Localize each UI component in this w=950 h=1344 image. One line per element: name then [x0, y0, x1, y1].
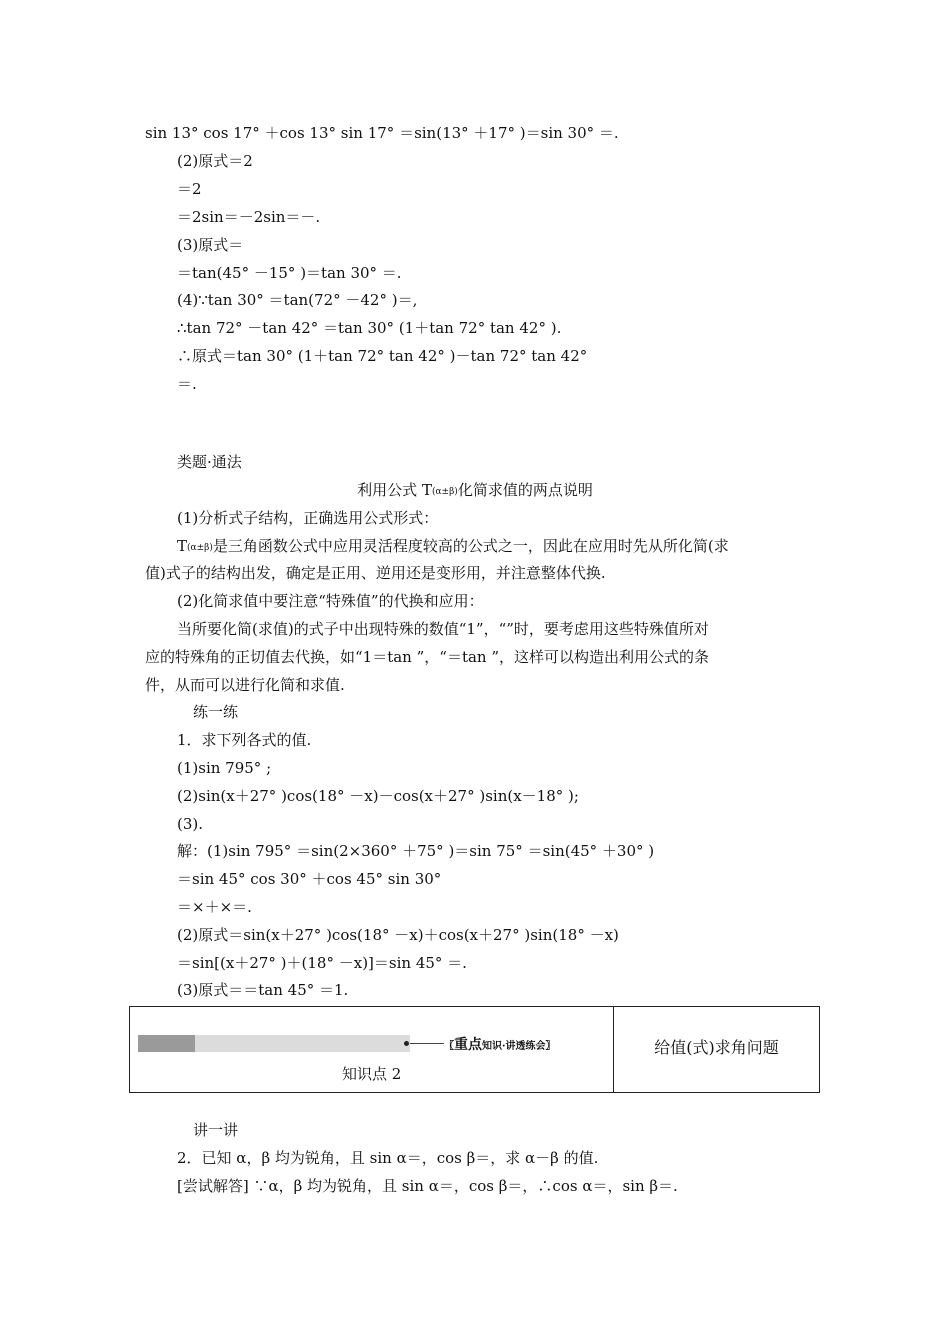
- banner-label: 〖重点知识·讲透练会〗: [444, 1037, 556, 1053]
- text-line: [尝试解答] ∵α，β 均为锐角，且 sin α＝，cos β＝，∴cos α＝，sin β＝.: [177, 1177, 678, 1195]
- paragraph-line: 应的特殊角的正切值去代换，如“1＝tan ”，“＝tan ”，这样可以构造出利用公式的条: [145, 648, 710, 666]
- point-2: (2)化简求值中要注意“特殊值”的代换和应用：: [177, 592, 484, 610]
- text-line: ∴tan 72° －tan 42° ＝tan 30° (1＋tan 72° tan 42° ).: [177, 319, 562, 337]
- section-label: 类题·通法: [177, 453, 242, 471]
- point-1: (1)分析式子结构，正确选用公式形式：: [177, 509, 439, 527]
- paragraph-line: 当所要化简(求值)的式子中出现特殊的数值“1”，“”时，要考虑用这些特殊值所对: [177, 620, 709, 638]
- text-line: (3)原式＝＝tan 45° ＝1.: [177, 981, 349, 999]
- text-line: 2．已知 α，β 均为锐角，且 sin α＝，cos β＝，求 α－β 的值.: [177, 1149, 599, 1167]
- text-line: (1)sin 795° ;: [177, 759, 272, 777]
- paragraph-line: T(α±β)是三角函数公式中应用灵活程度较高的公式之一，因此在应用时先从所化简(求: [177, 537, 729, 555]
- text-line: (3)原式＝: [177, 236, 244, 254]
- text-line: (2)原式＝sin(x＋27° )cos(18° －x)＋cos(x＋27° )sin(18° －x): [177, 926, 619, 944]
- lecture-label: 讲一讲: [193, 1121, 239, 1139]
- text-line: (4)∵tan 30° ＝tan(72° －42° )＝,: [177, 291, 418, 309]
- bullet-dot: [404, 1041, 409, 1046]
- text-line: (3).: [177, 815, 204, 833]
- text-line: sin 13° cos 17° ＋cos 13° sin 17° ＝sin(13° ＋17° )＝sin 30° ＝.: [145, 124, 619, 142]
- text-line: (2)原式＝2: [177, 152, 253, 170]
- text-line: ＝2sin＝－2sin＝－.: [177, 208, 321, 226]
- paragraph-line: 值)式子的结构出发，确定是正用、逆用还是变形用，并注意整体代换.: [145, 564, 606, 582]
- text-line: 1．求下列各式的值.: [177, 731, 312, 749]
- text-line: ＝×＋×＝.: [177, 898, 252, 916]
- text-line: ∴原式＝tan 30° (1＋tan 72° tan 42° )－tan 72° tan 42°: [177, 347, 588, 365]
- text-line: ＝sin 45° cos 30° ＋cos 45° sin 30°: [177, 870, 442, 888]
- text-line: ＝.: [177, 375, 197, 393]
- text-line: ＝2: [177, 180, 202, 198]
- leader-line: [410, 1043, 444, 1044]
- practice-label: 练一练: [193, 703, 239, 721]
- method-title: 利用公式 T(α±β)化简求值的两点说明: [357, 481, 593, 499]
- text-line: ＝sin[(x＋27° )＋(18° －x)]＝sin 45° ＝.: [177, 954, 467, 972]
- knowledge-point-label: 知识点 2: [342, 1065, 402, 1083]
- paragraph-line: 件，从而可以进行化简和求值.: [145, 676, 345, 694]
- topic-title: 给值(式)求角问题: [654, 1038, 779, 1057]
- decorative-bar: [138, 1035, 410, 1052]
- text-line: 解：(1)sin 795° ＝sin(2×360° ＋75° )＝sin 75° ＝sin(45° ＋30° ): [177, 842, 655, 860]
- text-line: ＝tan(45° －15° )＝tan 30° ＝.: [177, 264, 402, 282]
- text-line: (2)sin(x＋27° )cos(18° －x)－cos(x＋27° )sin(x－18° );: [177, 787, 579, 805]
- knowledge-point-box: [129, 1006, 820, 1093]
